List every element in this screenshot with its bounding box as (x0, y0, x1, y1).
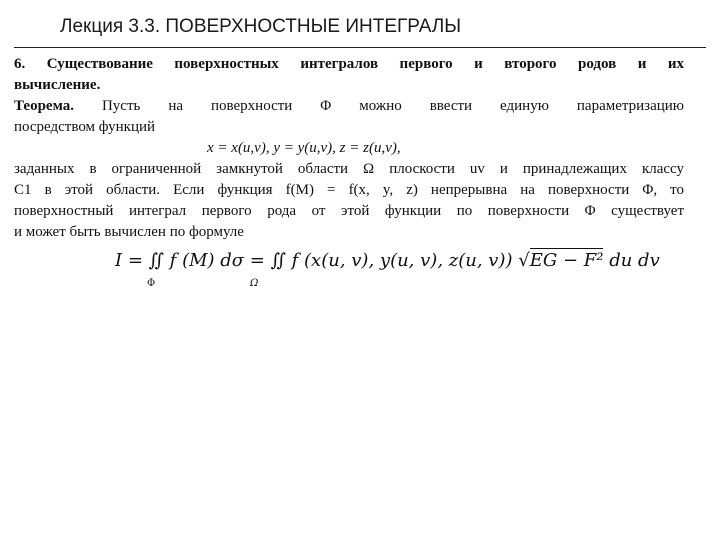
sqrt-sign: √ (518, 250, 530, 271)
body-line4: заданных в ограниченной замкнутой области Ω плоскости uv и принадлежащих классу (14, 161, 684, 177)
slide-title: Лекция 3.3. ПОВЕРХНОСТНЫЕ ИНТЕГРАЛЫ (60, 16, 462, 37)
functions-line: посредством функций (14, 119, 156, 135)
theorem-label: Теорема. (14, 98, 74, 114)
section-heading-line1: 6. Существование поверхностных интегралов первого и второго родов и их (14, 56, 684, 72)
formula-left: I = ∬ f (M) dσ = ∬ f (x(u, v), y(u, v), z(u, v)) (115, 250, 519, 271)
body-line5: C1 в этой области. Если функция f(M) = f(x, y, z) непрерывна на поверхности Φ, то (14, 182, 684, 198)
formula-expression (115, 250, 660, 271)
body-line6: поверхностный интеграл первого рода от этой функции по поверхности Φ существует (14, 203, 684, 219)
slide-body (14, 54, 684, 243)
body-line7: и может быть вычислен по формуле (14, 224, 244, 240)
subscript-omega: Ω (250, 278, 259, 289)
theorem-text: Пусть на поверхности Φ можно ввести единую параметризацию (73, 98, 684, 114)
title-divider (14, 47, 706, 48)
formula-right: du dv (603, 250, 660, 271)
sqrt-content: EG − F² (529, 250, 604, 271)
subscript-phi: Φ (147, 278, 156, 289)
integral-formula (115, 250, 660, 296)
section-heading-line2: вычисление. (14, 77, 101, 93)
theorem-line1 (14, 96, 684, 117)
param-formula: x = x(u,v), y = y(u,v), z = z(u,v), (207, 140, 401, 156)
